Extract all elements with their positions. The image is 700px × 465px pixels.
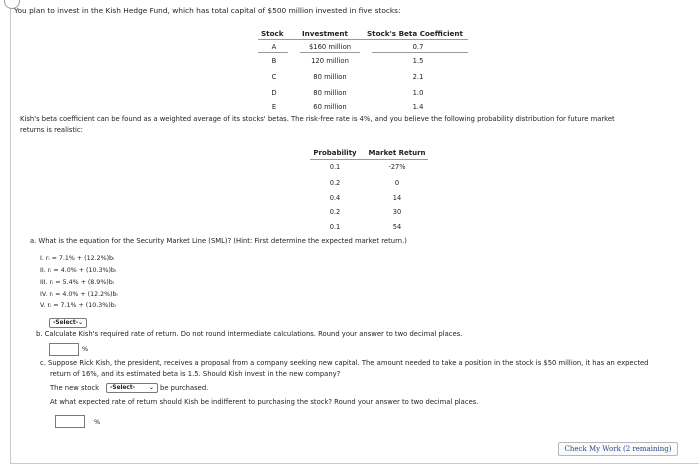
check-my-work-button[interactable]: Check My Work (2 remaining) xyxy=(558,442,678,456)
option-1: I. rᵢ = 7.1% + (12.2%)bᵢ xyxy=(40,255,115,262)
cell-stock: C xyxy=(271,73,277,81)
paragraph-line-2: returns is realistic: xyxy=(20,126,83,134)
cell-stock: A xyxy=(271,43,277,51)
percent-unit: % xyxy=(94,418,101,426)
option-4: IV. rᵢ = 4.0% + (12.2%)bᵢ xyxy=(40,291,118,298)
header-stock: Stock xyxy=(261,29,284,38)
cell-market-return: 30 xyxy=(392,208,402,216)
indifference-return-input[interactable] xyxy=(55,415,85,428)
header-probability: Probability xyxy=(313,149,357,157)
select-value: -Select- xyxy=(110,385,136,391)
cell-investment: 120 million xyxy=(311,57,349,65)
cell-beta: 1.5 xyxy=(412,57,424,65)
cell-probability: 0.2 xyxy=(329,179,341,187)
question-c-line-1: c. Suppose Rick Kish, the president, receives a proposal from a company seeking new capital. The amount needed to take a position in the stock is $50 million, it has an expected xyxy=(40,359,649,367)
purchase-prefix: The new stock xyxy=(50,384,100,392)
cell-beta: 0.7 xyxy=(412,43,424,51)
cell-stock: E xyxy=(271,103,277,111)
cell-beta: 1.0 xyxy=(412,89,424,97)
header-market-return: Market Return xyxy=(368,149,426,157)
option-5: V. rᵢ = 7.1% + (10.3%)bᵢ xyxy=(40,302,116,309)
cell-probability: 0.2 xyxy=(329,208,341,216)
sml-equation-select[interactable] xyxy=(49,318,87,328)
purchase-suffix: be purchased. xyxy=(160,384,209,392)
row-rule xyxy=(258,52,288,53)
cell-investment: 60 million xyxy=(313,103,347,111)
cell-market-return: -27% xyxy=(388,163,406,171)
cell-investment: $160 million xyxy=(308,43,352,51)
option-3: III. rᵢ = 5.4% + (8.9%)bᵢ xyxy=(40,279,114,286)
question-c-line-2: return of 16%, and its estimated beta is 1.5. Should Kish invest in the new company? xyxy=(50,370,341,378)
row-rule xyxy=(372,52,468,53)
cell-market-return: 54 xyxy=(392,223,402,231)
cell-investment: 80 million xyxy=(313,73,347,81)
select-value: -Select- xyxy=(53,320,79,326)
option-2: II. rᵢ = 4.0% + (10.3%)bᵢ xyxy=(40,267,117,274)
question-a-text: a. What is the equation for the Security Market Line (SML)? (Hint: First determine the expected market return.) xyxy=(30,237,407,245)
cell-stock: B xyxy=(271,57,277,65)
question-b-text: b. Calculate Kish's required rate of return. Do not round intermediate calculations. Round your answer to two decimal places. xyxy=(36,330,463,338)
cell-beta: 2.1 xyxy=(412,73,424,81)
chevron-down-icon: ⌄ xyxy=(148,384,154,391)
paragraph-line-1: Kish's beta coefficient can be found as a weighted average of its stocks' betas. The risk-free rate is 4%, and you believe the following probability distribution for future market xyxy=(20,115,615,123)
chevron-down-icon: ⌄ xyxy=(77,319,83,326)
header-beta: Stock's Beta Coefficient xyxy=(367,29,463,38)
header-investment: Investment xyxy=(302,29,348,38)
row-rule xyxy=(300,52,360,53)
stock-table-header-rule xyxy=(258,39,468,40)
cell-probability: 0.1 xyxy=(329,163,341,171)
cell-investment: 80 million xyxy=(313,89,347,97)
percent-unit: % xyxy=(82,345,89,353)
prob-table-header-rule xyxy=(310,159,428,160)
cell-stock: D xyxy=(271,89,277,97)
question-c-part-2: At what expected rate of return should Kish be indifferent to purchasing the stock? Round your answer to two decimal places. xyxy=(50,398,479,406)
purchase-decision-select[interactable] xyxy=(106,383,158,393)
cell-probability: 0.4 xyxy=(329,194,341,202)
cell-market-return: 0 xyxy=(394,179,400,187)
cell-beta: 1.4 xyxy=(412,103,424,111)
cell-market-return: 14 xyxy=(392,194,402,202)
required-return-input[interactable] xyxy=(49,343,79,356)
intro-text: You plan to invest in the Kish Hedge Fund, which has total capital of $500 million invested in five stocks: xyxy=(14,6,401,15)
cell-probability: 0.1 xyxy=(329,223,341,231)
